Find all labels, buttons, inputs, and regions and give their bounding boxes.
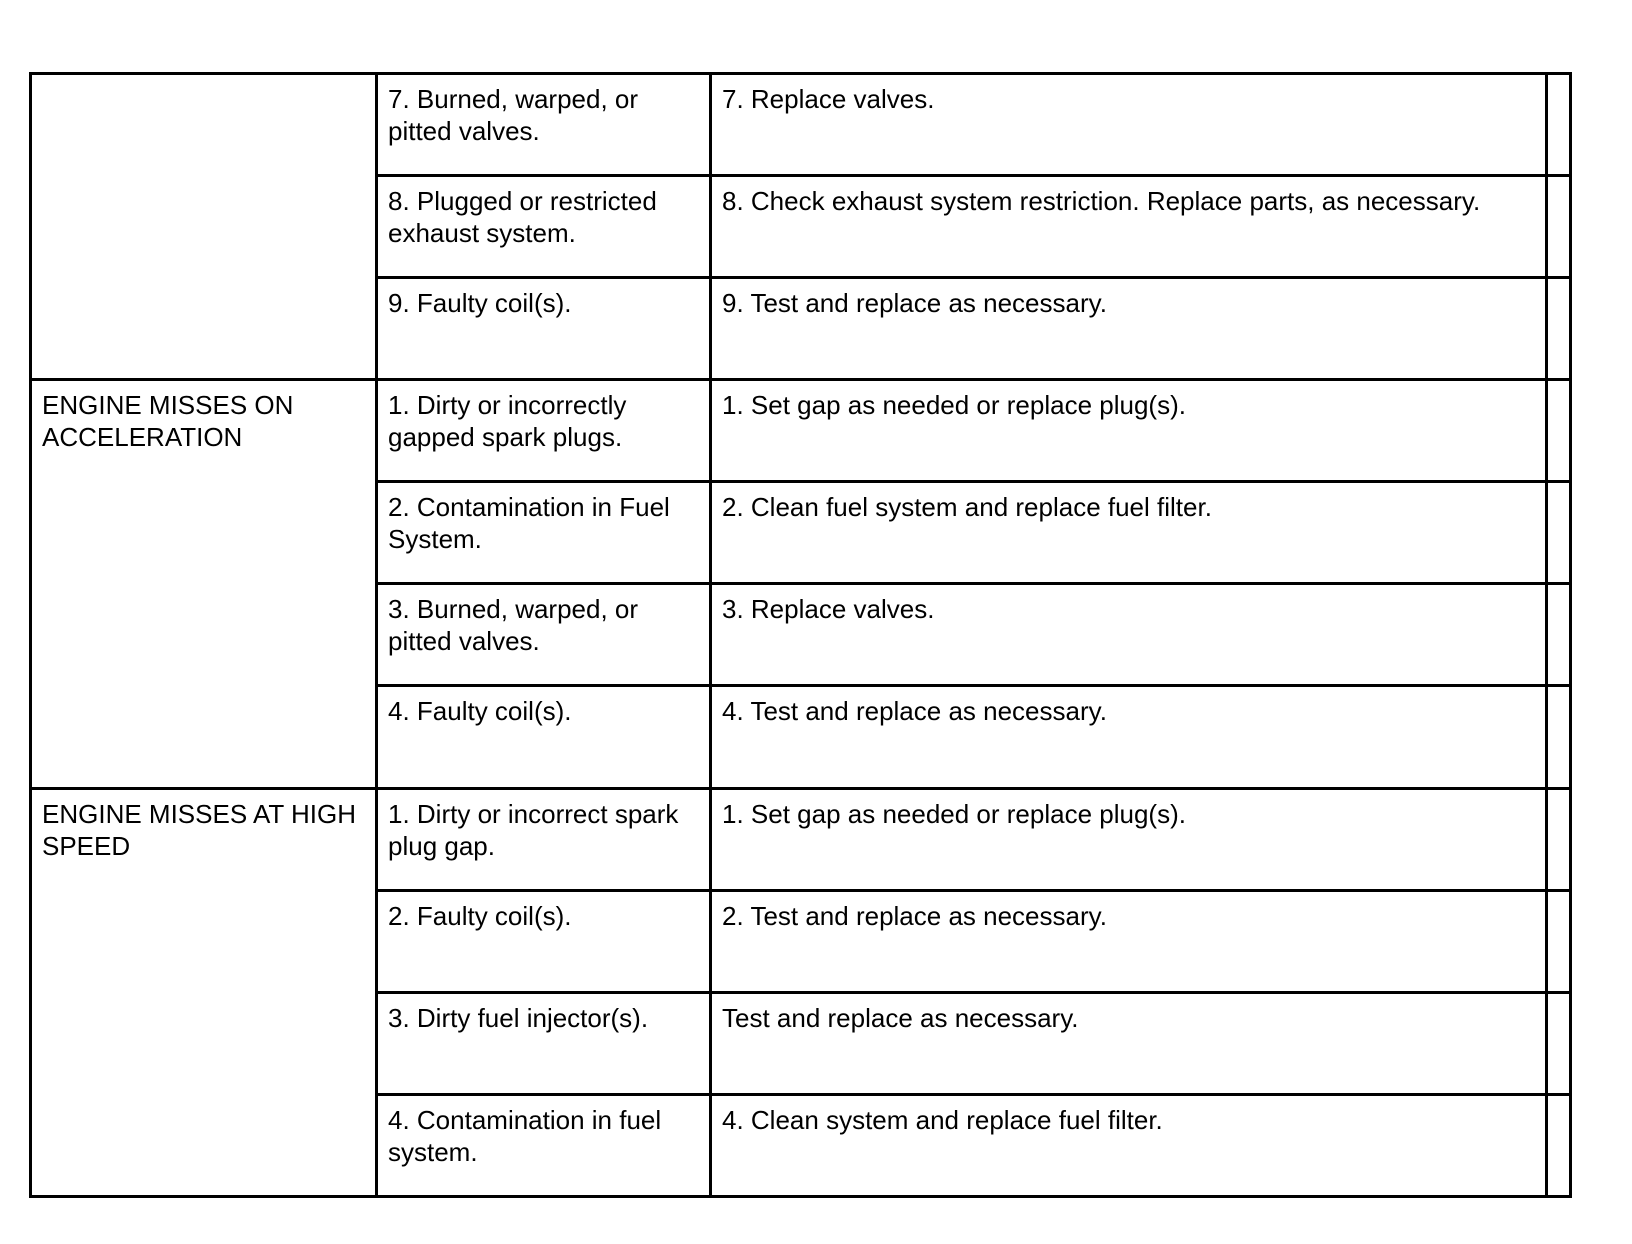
cause-cell: 3. Burned, warped, or pitted valves.	[377, 584, 711, 686]
correction-cell: 2. Clean fuel system and replace fuel filter.	[711, 482, 1547, 584]
cause-cell: 4. Faulty coil(s).	[377, 686, 711, 788]
condition-cell: ENGINE MISSES ON ACCELERATION	[31, 380, 377, 788]
cause-cell: 2. Faulty coil(s).	[377, 890, 711, 992]
correction-cell: 8. Check exhaust system restriction. Replace parts, as necessary.	[711, 176, 1547, 278]
cause-cell: 9. Faulty coil(s).	[377, 278, 711, 380]
cause-cell: 1. Dirty or incorrect spark plug gap.	[377, 788, 711, 890]
troubleshooting-table-container	[29, 72, 1569, 1198]
edge-cell	[1547, 380, 1571, 482]
cause-cell: 1. Dirty or incorrectly gapped spark plugs.	[377, 380, 711, 482]
correction-cell: 3. Replace valves.	[711, 584, 1547, 686]
troubleshooting-table	[29, 72, 1572, 1198]
edge-cell	[1547, 992, 1571, 1094]
correction-cell: 4. Clean system and replace fuel filter.	[711, 1094, 1547, 1196]
edge-cell	[1547, 584, 1571, 686]
edge-cell	[1547, 1094, 1571, 1196]
correction-cell: 7. Replace valves.	[711, 74, 1547, 176]
correction-cell: 9. Test and replace as necessary.	[711, 278, 1547, 380]
edge-cell	[1547, 788, 1571, 890]
edge-cell	[1547, 74, 1571, 176]
table-row	[31, 74, 1571, 176]
cause-cell: 3. Dirty fuel injector(s).	[377, 992, 711, 1094]
cause-cell: 4. Contamination in fuel system.	[377, 1094, 711, 1196]
correction-cell: Test and replace as necessary.	[711, 992, 1547, 1094]
edge-cell	[1547, 482, 1571, 584]
edge-cell	[1547, 278, 1571, 380]
condition-cell	[31, 74, 377, 380]
edge-cell	[1547, 686, 1571, 788]
condition-cell: ENGINE MISSES AT HIGH SPEED	[31, 788, 377, 1196]
correction-cell: 1. Set gap as needed or replace plug(s).	[711, 788, 1547, 890]
table-row	[31, 788, 1571, 890]
table-row	[31, 380, 1571, 482]
correction-cell: 4. Test and replace as necessary.	[711, 686, 1547, 788]
cause-cell: 7. Burned, warped, or pitted valves.	[377, 74, 711, 176]
cause-cell: 8. Plugged or restricted exhaust system.	[377, 176, 711, 278]
edge-cell	[1547, 890, 1571, 992]
correction-cell: 2. Test and replace as necessary.	[711, 890, 1547, 992]
cause-cell: 2. Contamination in Fuel System.	[377, 482, 711, 584]
edge-cell	[1547, 176, 1571, 278]
correction-cell: 1. Set gap as needed or replace plug(s).	[711, 380, 1547, 482]
